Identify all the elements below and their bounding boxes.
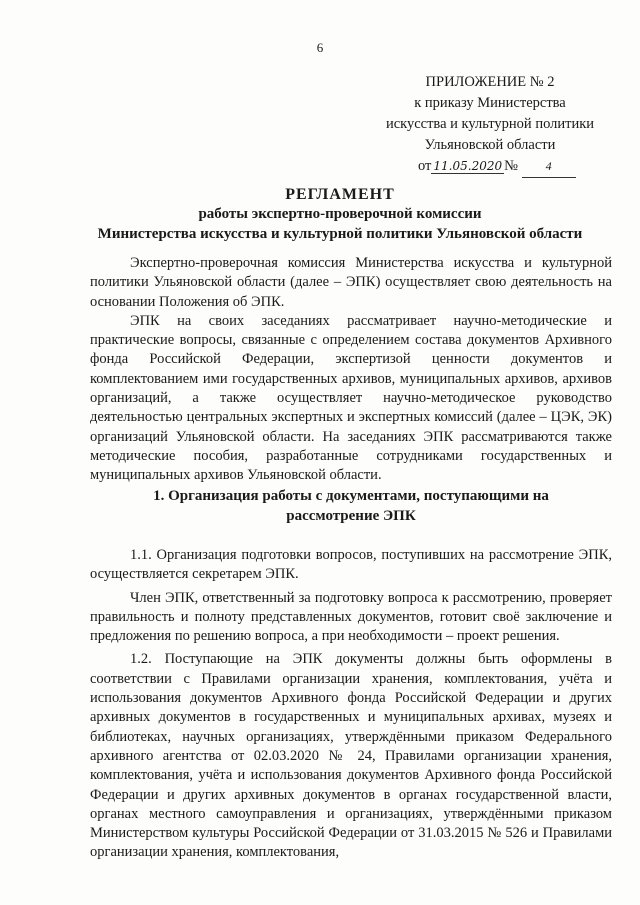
appendix-date-line <box>370 156 610 178</box>
section-text <box>90 546 612 863</box>
section-heading-line: рассмотрение ЭПК <box>286 508 416 524</box>
date-prefix: от <box>418 158 432 174</box>
appendix-line: искусства и культурной политики <box>385 116 595 132</box>
intro-text <box>90 254 612 486</box>
section-heading-line: 1. Организация работы с документами, поступающими на <box>153 488 549 504</box>
paragraph: Член ЭПК, ответственный за подготовку вопроса к рассмотрению, проверяет правильность и полноту представленных документов, готовит своё заключение и предложения по решению вопроса, а при необходимости – проект решения. <box>90 589 612 645</box>
appendix-block <box>370 72 610 178</box>
handwritten-date: 11.05.2020 <box>433 159 503 173</box>
number-prefix: № <box>504 158 518 174</box>
section-heading <box>90 486 612 526</box>
appendix-line: к приказу Министерства <box>414 95 566 111</box>
document-subtitle-org: Министерства искусства и культурной политики Ульяновской области <box>97 226 583 242</box>
appendix-line: Ульяновской области <box>424 137 556 153</box>
paragraph: 1.2. Поступающие на ЭПК документы должны быть оформлены в соответствии с Правилами организации хранения, комплектования, учёта и использования документов Архивного фонда Российской Федерации и других архивных документов в государственных и муниципальных архивах, музеях и библиотеках, научных организациях, утверждёнными приказом Федерального архивного агентства от 02.03.2020 № 24, Правилами организации хранения, комплектования, учёта и использования документов Архивного фонда Российской Федерации и других архивных документов в органах государственной власти, органах местного самоуправления и организациях, утверждёнными приказом Министерством культуры Российской Федерации от 31.03.2015 № 526 и Правилами организации хранения, комплектования, <box>90 651 612 861</box>
appendix-title: ПРИЛОЖЕНИЕ № 2 <box>425 74 555 90</box>
page-number: 6 <box>316 40 324 55</box>
paragraph: Экспертно-проверочная комиссия Министерства искусства и культурной политики Ульяновской области (далее – ЭПК) осуществляет свою деятельность на основании Положения об ЭПК. <box>90 255 612 310</box>
handwritten-number: 4 <box>522 156 576 178</box>
document-title: РЕГЛАМЕНТ <box>285 186 395 203</box>
paragraph: ЭПК на своих заседаниях рассматривает научно-методические и практические вопросы, связанные с определением состава документов Архивного фонда Российской Федерации, экспертизой ценности документов и комплектованием ими государственных архивов, муниципальных архивов, архивов организаций, а также осуществляет научно-методическое руководство деятельностью центральных экспертных и экспертных комиссий (далее – ЦЭК, ЭК) организаций Ульяновской области. На заседаниях ЭПК рассматриваются также методические пособия, разработанные сотрудниками государственных и муниципальных архивов Ульяновской области. <box>90 312 612 484</box>
paragraph: 1.1. Организация подготовки вопросов, поступивших на рассмотрение ЭПК, осуществляется секретарем ЭПК. <box>90 547 612 583</box>
document-subtitle: работы экспертно-проверочной комиссии <box>198 206 482 222</box>
